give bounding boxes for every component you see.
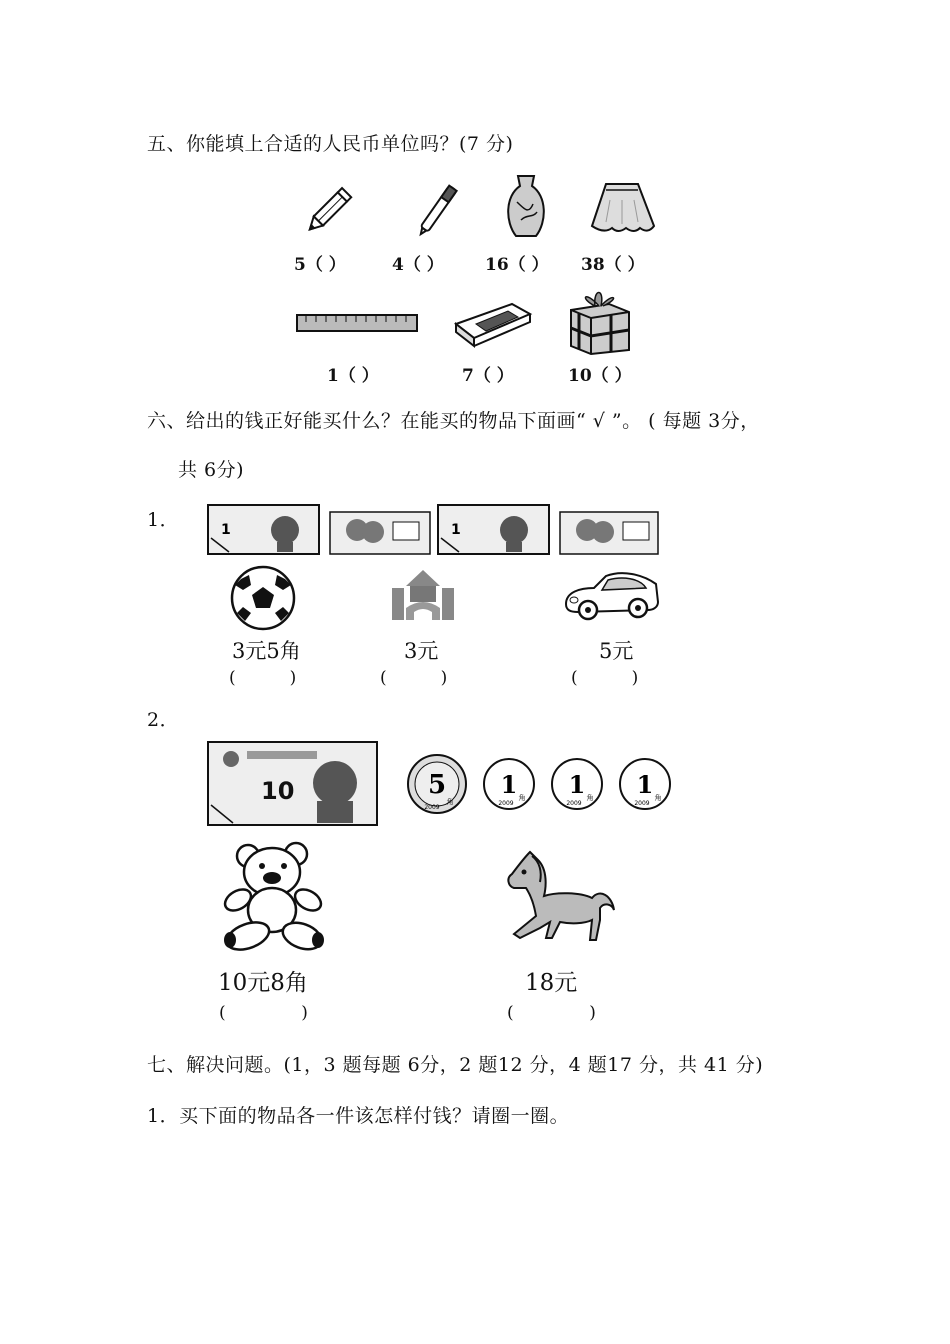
- banknote-10yuan-value: 10: [261, 777, 295, 805]
- coin-1jiao-value: 1: [636, 770, 654, 799]
- price-soccer-ball: 3元5角: [232, 639, 301, 663]
- coin-1jiao-value: 1: [500, 770, 518, 799]
- toy-car-icon: [562, 568, 662, 622]
- price-teddy-bear: 10元8角: [218, 970, 308, 996]
- coin-5jiao-unit: 角: [446, 798, 454, 806]
- pen-icon: [412, 178, 467, 240]
- coin-5jiao-value: 5: [427, 770, 447, 800]
- teddy-bear-icon: [218, 840, 326, 952]
- coin-1jiao-year: 2009: [634, 800, 650, 807]
- answer-blank-building-blocks[interactable]: ( ): [380, 668, 448, 688]
- blank-skirt[interactable]: 38（ ）: [581, 255, 645, 275]
- coin-1jiao-value: 1: [568, 770, 586, 799]
- coins-row: [406, 753, 676, 815]
- banknote-1yuan: [208, 505, 319, 554]
- banknote-5jiao: [560, 512, 658, 554]
- coin-1jiao: [552, 759, 602, 809]
- blank-ruler[interactable]: 1（ ）: [327, 366, 379, 386]
- eraser-icon: [452, 298, 534, 348]
- price-toy-horse: 18元: [525, 970, 578, 996]
- soccer-ball-icon: [229, 565, 297, 631]
- banknote-10yuan: [207, 741, 379, 827]
- coin-1jiao: [484, 759, 534, 809]
- blank-gift-box[interactable]: 10（ ）: [568, 366, 632, 386]
- blank-pencil[interactable]: 5（ ）: [294, 255, 346, 275]
- coin-1jiao-year: 2009: [566, 800, 582, 807]
- coin-5jiao: [408, 755, 466, 813]
- banknote-5jiao: [330, 512, 430, 554]
- q1-number: 1．: [147, 509, 180, 531]
- svg-text:1: 1: [221, 522, 231, 538]
- section5-heading: 五、你能填上合适的人民币单位吗？(7 分): [147, 133, 514, 155]
- section7-heading: 七、解决问题。(1，3 题每题 6分，2 题12 分，4 题17 分，共 41 分): [147, 1054, 764, 1076]
- toy-horse-icon: [500, 848, 618, 950]
- blank-vase[interactable]: 16（ ）: [485, 255, 549, 275]
- q2-number: 2．: [147, 709, 180, 731]
- svg-text:1: 1: [451, 522, 461, 538]
- gift-box-icon: [565, 284, 635, 356]
- answer-blank-toy-horse[interactable]: ( ): [507, 1003, 596, 1023]
- coin-1jiao-unit: 角: [654, 794, 662, 802]
- coin-1jiao-unit: 角: [586, 794, 594, 802]
- coin-1jiao-unit: 角: [518, 794, 526, 802]
- answer-blank-soccer-ball[interactable]: ( ): [229, 668, 297, 688]
- section6-heading-line2: 共 6分): [178, 459, 245, 481]
- blank-pen[interactable]: 4（ ）: [392, 255, 444, 275]
- section7-q1: 1．买下面的物品各一件该怎样付钱？请圈一圈。: [147, 1105, 570, 1127]
- blank-eraser[interactable]: 7（ ）: [462, 366, 514, 386]
- coin-5jiao-year: 2009: [424, 804, 440, 811]
- answer-blank-teddy-bear[interactable]: ( ): [219, 1003, 308, 1023]
- coin-1jiao-year: 2009: [498, 800, 514, 807]
- banknotes-q1: [207, 504, 659, 556]
- price-building-blocks: 3元: [404, 639, 439, 663]
- vase-icon: [503, 174, 549, 242]
- banknote-1yuan: [438, 505, 549, 554]
- pencil-icon: [300, 180, 360, 240]
- price-toy-car: 5元: [599, 639, 634, 663]
- skirt-icon: [588, 180, 658, 238]
- section6-heading-line1: 六、给出的钱正好能买什么？在能买的物品下面画“ √ ”。 ( 每题 3分，: [147, 410, 760, 432]
- building-blocks-icon: [388, 568, 458, 622]
- ruler-icon: [296, 313, 418, 333]
- coin-1jiao: [620, 759, 670, 809]
- answer-blank-toy-car[interactable]: ( ): [571, 668, 639, 688]
